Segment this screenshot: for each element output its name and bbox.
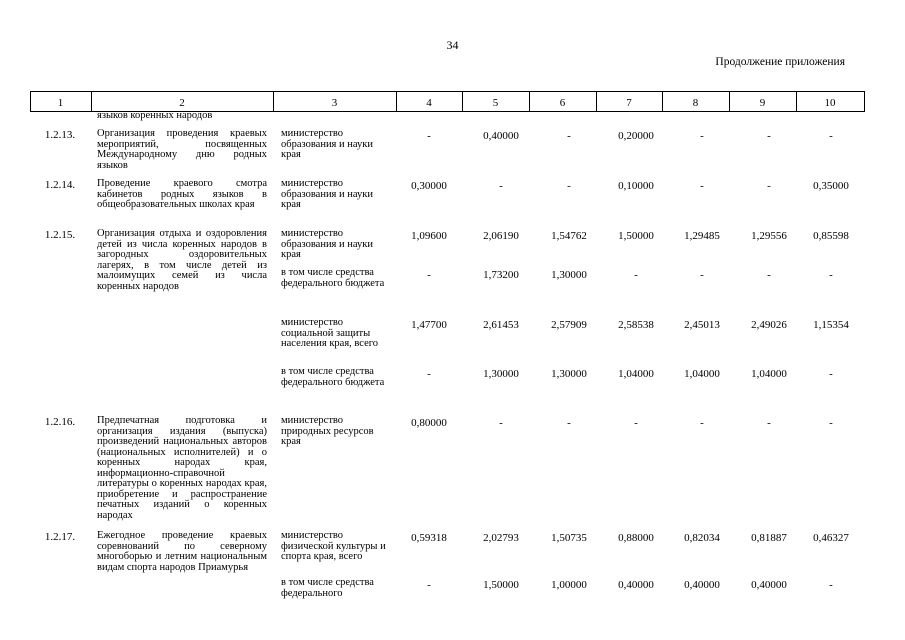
value-col-9: 0,40000 — [751, 579, 787, 591]
value-col-6: 1,54762 — [551, 230, 587, 242]
value-col-4: 0,59318 — [411, 532, 447, 544]
value-col-4: - — [427, 579, 431, 591]
responsible-party: министерство образования и науки края — [281, 178, 373, 210]
value-col-7: 1,04000 — [618, 368, 654, 380]
responsible-party: министерство природных ресурсов края — [281, 415, 374, 447]
column-header-7: 7 — [626, 97, 632, 109]
value-col-7: 0,40000 — [618, 579, 654, 591]
value-col-6: 2,57909 — [551, 319, 587, 331]
page-number: 34 — [446, 38, 459, 52]
value-col-9: - — [767, 417, 771, 429]
responsible-party: министерство образования и науки края — [281, 128, 373, 160]
value-col-9: 1,04000 — [751, 368, 787, 380]
value-col-10: - — [829, 417, 833, 429]
value-col-6: 1,30000 — [551, 368, 587, 380]
value-col-8: - — [700, 269, 704, 281]
row-code: 1.2.13. — [44, 129, 76, 141]
column-header-2: 2 — [179, 97, 185, 109]
value-col-9: - — [767, 130, 771, 142]
value-col-8: - — [700, 130, 704, 142]
column-header-3: 3 — [331, 97, 338, 109]
column-header-5: 5 — [492, 97, 499, 109]
value-col-8: 2,45013 — [684, 319, 720, 331]
value-col-10: 0,35000 — [813, 180, 849, 192]
responsible-party: в том числе средства федерального бюджета — [281, 267, 385, 289]
row-description: Организация отдыха и оздоровления детей из числа коренных народов в загородных оздоровительных лагерях, в том числе детей из малоимущих семей из числа коренных народов — [97, 228, 267, 292]
value-col-9: 0,81887 — [751, 532, 787, 544]
responsible-party: в том числе средства федерального бюджета — [281, 366, 385, 388]
value-col-7: 0,10000 — [618, 180, 654, 192]
value-col-5: - — [499, 180, 503, 192]
value-col-5: 1,30000 — [483, 368, 519, 380]
value-col-8: 0,82034 — [684, 532, 720, 544]
value-col-7: 2,58538 — [618, 319, 654, 331]
value-col-10: - — [829, 368, 833, 380]
table-top-border — [30, 91, 865, 92]
value-col-10: 0,85598 — [813, 230, 849, 242]
value-col-7: - — [634, 417, 638, 429]
value-col-4: - — [427, 130, 431, 142]
column-header-4: 4 — [426, 97, 432, 109]
responsible-party: министерство образования и науки края — [281, 228, 373, 260]
value-col-4: - — [427, 269, 431, 281]
row-description: Проведение краевого смотра кабинетов родных языков в общеобразовательных школах края — [97, 178, 267, 210]
column-header-6: 6 — [559, 97, 566, 109]
value-col-6: 1,00000 — [551, 579, 587, 591]
column-header-9: 9 — [759, 97, 766, 109]
value-col-10: - — [829, 130, 833, 142]
row-code: 1.2.17. — [44, 531, 76, 543]
value-col-10: - — [829, 269, 833, 281]
responsible-party: в том числе средства федерального — [281, 577, 374, 599]
table-column-divider — [864, 91, 865, 112]
value-col-9: - — [767, 180, 771, 192]
value-col-7: 0,20000 — [618, 130, 654, 142]
row-code: 1.2.15. — [44, 229, 76, 241]
value-col-4: - — [427, 368, 431, 380]
value-col-7: 1,50000 — [618, 230, 654, 242]
value-col-9: 1,29556 — [751, 230, 787, 242]
value-col-5: 2,02793 — [483, 532, 519, 544]
value-col-4: 0,30000 — [411, 180, 447, 192]
value-col-5: 0,40000 — [483, 130, 519, 142]
row-code: 1.2.16. — [44, 416, 76, 428]
value-col-10: 1,15354 — [813, 319, 849, 331]
responsible-party: министерство физической культуры и спорта края, всего — [281, 530, 386, 562]
value-col-5: 1,73200 — [483, 269, 519, 281]
value-col-4: 0,80000 — [411, 417, 447, 429]
value-col-8: - — [700, 180, 704, 192]
row-description: Организация проведения краевых мероприятий, посвященных Международному дню родных языков — [97, 128, 267, 171]
value-col-9: 2,49026 — [751, 319, 787, 331]
continuation-label: Продолжение приложения — [715, 56, 845, 68]
value-col-6: 1,50735 — [551, 532, 587, 544]
value-col-8: 1,04000 — [684, 368, 720, 380]
responsible-party: министерство социальной защиты населения края, всего — [281, 317, 379, 349]
value-col-5: - — [499, 417, 503, 429]
value-col-5: 2,61453 — [483, 319, 519, 331]
column-header-8: 8 — [692, 97, 699, 109]
value-col-5: 2,06190 — [483, 230, 519, 242]
value-col-8: 1,29485 — [684, 230, 720, 242]
value-col-4: 1,47700 — [411, 319, 447, 331]
value-col-10: 0,46327 — [813, 532, 849, 544]
value-col-6: 1,30000 — [551, 269, 587, 281]
column-header-10: 10 — [824, 97, 836, 109]
value-col-6: - — [567, 130, 571, 142]
carry-over-text: языков коренных народов — [97, 110, 213, 121]
row-description: Предпечатная подготовка и организация издания (выпуска) произведений национальных авторов (национальных исполнителей) и о коренных народах края, информационно-справочной литературы о коренных народах края, приобретение и распространение печатных изданий о коренных народах — [97, 415, 267, 521]
value-col-9: - — [767, 269, 771, 281]
row-code: 1.2.14. — [44, 179, 76, 191]
value-col-5: 1,50000 — [483, 579, 519, 591]
value-col-4: 1,09600 — [411, 230, 447, 242]
value-col-8: 0,40000 — [684, 579, 720, 591]
value-col-6: - — [567, 417, 571, 429]
value-col-8: - — [700, 417, 704, 429]
column-header-1: 1 — [57, 97, 64, 109]
row-description: Ежегодное проведение краевых соревнований по северному многоборью и летним национальным видам спорта народов Приамурья — [97, 530, 267, 573]
value-col-7: 0,88000 — [618, 532, 654, 544]
value-col-6: - — [567, 180, 571, 192]
value-col-7: - — [634, 269, 638, 281]
value-col-10: - — [829, 579, 833, 591]
